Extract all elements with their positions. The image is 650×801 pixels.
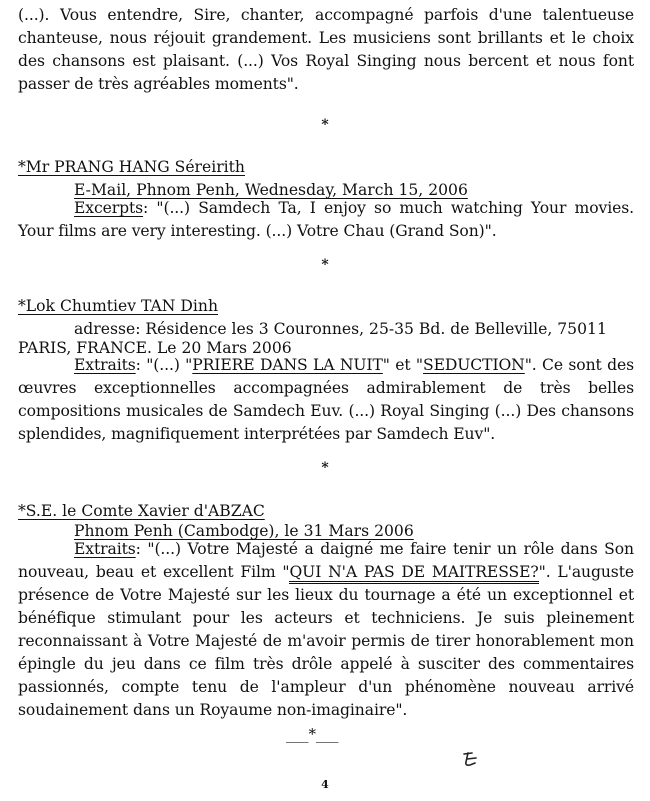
separator-star: * [321,460,329,476]
end-mark: ___*___ [286,725,339,743]
excerpt-line: reconnaissant à Votre Majesté de m'avoir permis de tirer honorablement mon [18,632,634,650]
sender-name: *Mr PRANG HANG Séreirith [18,158,245,176]
excerpt-line: soudainement dans un Royaume non-imaginaire". [18,701,408,719]
source-line: Phnom Penh (Cambodge), le 31 Mars 2006 [74,522,414,540]
intro-line: (...). Vous entendre, Sire, chanter, accompagné parfois d'une talentueuse [18,6,634,24]
excerpt-line: épingle du jeu dans ce film très drôle appelé à susciter des commentaires [18,655,634,673]
film-title: QUI N'A PAS DE MAITRESSE? [289,563,538,584]
excerpt-line: bénéfique stimulant pour les acteurs et techniciens. Je suis pleinement [18,609,634,627]
intro-line: passer de très agréables moments". [18,75,299,93]
excerpt-line [18,197,634,220]
sender-name: *Lok Chumtiev TAN Dinh [18,297,218,315]
separator-star: * [321,117,329,133]
excerpt-line: compositions musicales de Samdech Euv. (...) Royal Singing (...) Des chansons [18,402,634,420]
excerpt-line [18,354,634,377]
sender-name: *S.E. le Comte Xavier d'ABZAC [18,502,265,520]
excerpt-line: présence de Votre Majesté sur les lieux du tournage a été un exceptionnel et [18,586,634,604]
excerpt-text: ". L'auguste [538,563,635,581]
excerpt-line [18,538,634,561]
excerpt-label: Extraits [74,356,136,374]
address-line: PARIS, FRANCE. Le 20 Mars 2006 [18,339,292,357]
handwritten-mark-icon [458,750,482,774]
intro-line: des chansons est plaisant. (...) Vos Royal Singing nous bercent et nous font [18,52,634,70]
excerpt-line: œuvres exceptionnelles accompagnées admirablement de très belles [18,379,634,397]
excerpt-text: : "(...) Samdech Ta, I enjoy so much watching Your movies. [143,199,634,217]
quote-mid: " et " [382,356,423,374]
excerpt-line: passionnés, compte tenu de l'ampleur d'un phénomène nouveau arrivé [18,678,634,696]
excerpt-line: Your films are very interesting. (...) Votre Chau (Grand Son)". [18,222,497,240]
excerpt-text: : "(...) Votre Majesté a daigné me faire tenir un rôle dans Son [135,540,634,558]
excerpt-line: splendides, magnifiquement interprétées par Samdech Euv". [18,425,496,443]
excerpt-label: Extraits [74,540,136,558]
page-number: 4 [321,778,329,791]
excerpt-line [18,561,634,584]
work-title: PRIERE DANS LA NUIT [192,356,383,374]
source-line: E-Mail, Phnom Penh, Wednesday, March 15, 2006 [74,181,468,199]
work-title: SEDUCTION [423,356,525,374]
quote-close: ". Ce sont des [524,356,634,374]
quote-open: : "(...) " [135,356,193,374]
excerpt-text: nouveau, beau et excellent Film " [18,563,290,581]
excerpt-label: Excerpts [74,199,144,217]
separator-star: * [321,257,329,273]
intro-line: chanteuse, nous réjouit grandement. Les musiciens sont brillants et le choix [18,29,634,47]
address-line: adresse: Résidence les 3 Couronnes, 25-35 Bd. de Belleville, 75011 [74,320,607,338]
